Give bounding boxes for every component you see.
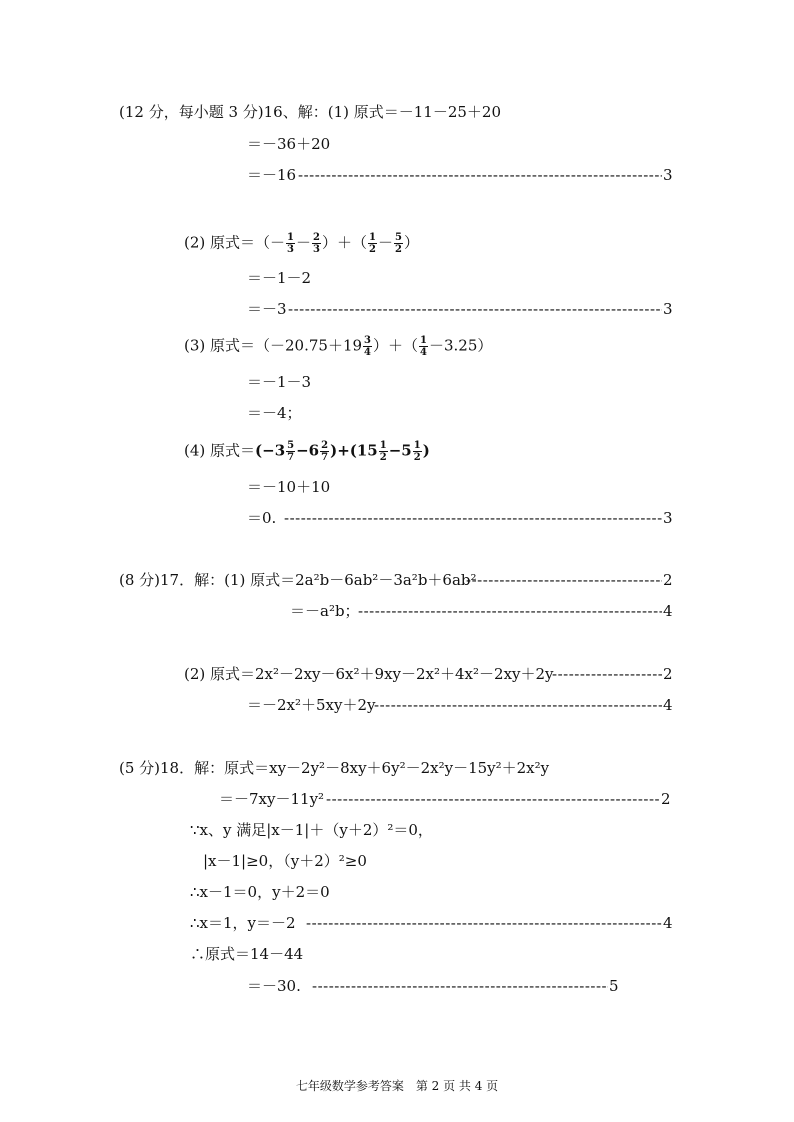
numerator: 2	[313, 232, 320, 243]
q16-3-step2: ＝－1－3	[247, 373, 312, 391]
score-mark: 5	[609, 977, 619, 995]
score-leader	[374, 695, 662, 715]
expr-text: －3.25）	[429, 336, 493, 355]
fraction	[363, 335, 372, 358]
score-mark: 4	[663, 696, 673, 714]
score-leader	[298, 165, 662, 185]
numerator: 1	[420, 335, 427, 346]
denominator: 2	[379, 452, 387, 463]
denominator: 4	[420, 347, 427, 358]
score-mark: 2	[663, 571, 673, 589]
score-leader	[552, 664, 662, 684]
score-mark: 3	[663, 166, 673, 184]
expr-text: )+(15	[330, 441, 378, 460]
q16-1-step2: ＝－36＋20	[247, 135, 331, 153]
q16-4-step2: ＝－10＋10	[247, 478, 331, 496]
q16-3-step3: ＝－4；	[247, 404, 302, 422]
fraction	[368, 232, 377, 255]
expr-text: －	[377, 233, 393, 252]
q17-2-step2: ＝－2x²＋5xy＋2y	[247, 696, 376, 714]
score-leader	[306, 913, 662, 933]
score-mark: 2	[663, 665, 673, 683]
score-mark: 4	[663, 602, 673, 620]
denominator: 2	[394, 244, 402, 255]
q18-header: (5 分)18．解：原式＝xy－2y²－8xy＋6y²－2x²y－15y²＋2x²y	[119, 759, 550, 777]
denominator: 4	[364, 347, 372, 358]
denominator: 3	[287, 244, 294, 255]
q16-4-expression	[184, 440, 430, 463]
score-leader	[288, 299, 662, 319]
score-leader	[284, 508, 662, 528]
q18-result: ＝－30.	[247, 977, 301, 995]
fraction	[394, 232, 403, 255]
score-leader	[312, 976, 608, 996]
numerator: 3	[364, 335, 372, 346]
q16-2-step2: ＝－1－2	[247, 269, 312, 287]
score-leader	[358, 601, 662, 621]
q16-3-expression	[184, 335, 492, 358]
q16-2-step3: ＝－3	[247, 300, 287, 318]
q16-4-step3: ＝0.	[247, 509, 277, 527]
numerator: 5	[287, 440, 295, 451]
expr-text: －	[296, 233, 312, 252]
score-mark: 2	[661, 790, 671, 808]
numerator: 1	[379, 440, 387, 451]
q18-solution: ∴x＝1，y＝－2	[190, 914, 296, 932]
q18-nonneg: |x－1|≥0，（y＋2）²≥0	[203, 852, 367, 870]
fraction	[286, 232, 295, 255]
expr-text: (−3	[255, 441, 286, 460]
q17-header: (8 分)17．解：(1) 原式＝2a²b－6ab²－3a²b＋6ab²	[119, 571, 477, 589]
q17-2-expression: (2) 原式＝2x²－2xy－6x²＋9xy－2x²＋4x²－2xy＋2y	[184, 665, 554, 683]
q18-step2: ＝－7xy－11y²	[219, 790, 325, 808]
q18-condition: ∵x、y 满足|x－1|＋（y＋2）²＝0，	[190, 821, 433, 839]
denominator: 2	[369, 244, 376, 255]
expr-text: )	[422, 441, 430, 460]
score-mark: 4	[663, 914, 673, 932]
score-mark: 3	[663, 300, 673, 318]
q17-1-step2: ＝－a²b；	[290, 602, 360, 620]
denominator: 2	[413, 452, 421, 463]
fraction	[413, 440, 422, 463]
fraction	[312, 232, 321, 255]
denominator: 7	[287, 452, 295, 463]
q18-equations: ∴x－1＝0，y＋2＝0	[190, 883, 330, 901]
expr-text: −6	[296, 441, 320, 460]
fraction	[320, 440, 329, 463]
expr-text: ）＋（	[373, 336, 419, 355]
q18-substitute: ∴原式＝14－44	[190, 945, 304, 963]
expr-text: −5	[388, 441, 412, 460]
numerator: 5	[394, 232, 402, 243]
score-leader	[466, 570, 662, 590]
score-mark: 3	[663, 509, 673, 527]
expr-text: (3) 原式＝（－20.75＋19	[184, 336, 363, 355]
fraction	[379, 440, 388, 463]
score-leader	[326, 789, 660, 809]
expr-text: ）＋（	[321, 233, 367, 252]
expr-text: ）	[403, 233, 419, 252]
denominator: 7	[321, 452, 329, 463]
page-footer: 七年级数学参考答案 第 2 页 共 4 页	[295, 1079, 499, 1093]
expr-text: (4) 原式＝	[184, 441, 256, 460]
denominator: 3	[313, 244, 320, 255]
numerator: 1	[287, 232, 294, 243]
numerator: 1	[369, 232, 376, 243]
fraction	[286, 440, 295, 463]
q16-1-step3: ＝－16	[247, 166, 297, 184]
expr-text: (2) 原式＝（－	[184, 233, 286, 252]
numerator: 2	[321, 440, 329, 451]
fraction	[419, 335, 428, 358]
q16-2-expression	[184, 232, 419, 255]
numerator: 1	[413, 440, 421, 451]
q16-header: (12 分，每小题 3 分)16、解：(1) 原式＝－11－25＋20	[119, 103, 502, 121]
